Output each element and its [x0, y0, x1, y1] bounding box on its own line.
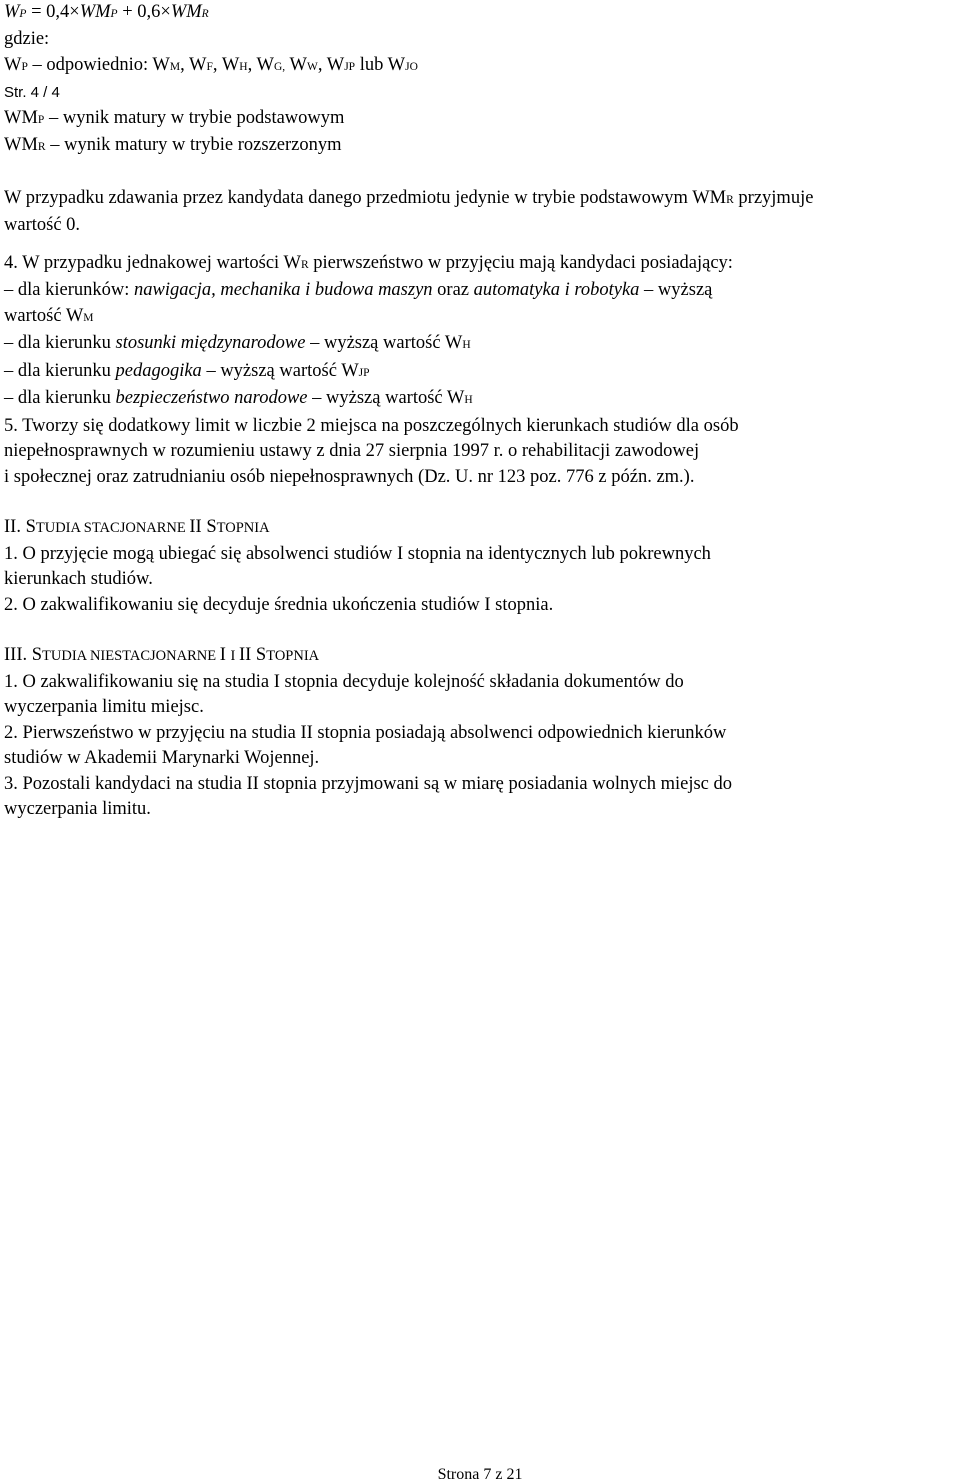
- section-3-heading: III. STUDIA NIESTACJONARNE I I II STOPNIA: [4, 645, 320, 665]
- item-5-line: niepełnosprawnych w rozumieniu ustawy z dnia 27 sierpnia 1997 r. o rehabilitacji zawodowej: [4, 441, 700, 461]
- section-3-line: wyczerpania limitu.: [4, 799, 151, 819]
- page-footer: Strona 7 z 21: [437, 1466, 523, 1483]
- section-2-heading: II. STUDIA STACJONARNE II STOPNIA: [4, 517, 270, 537]
- item-5-line: 5. Tworzy się dodatkowy limit w liczbie 2 miejsca na poszczególnych kierunkach studiów dla osób: [4, 415, 739, 436]
- item-4-rule-3: – dla kierunku pedagogika – wyższą wartość WJP: [4, 360, 370, 381]
- section-2-line: 1. O przyjęcie mogą ubiegać się absolwenci studiów I stopnia na identycznych lub pokrewnych: [4, 543, 711, 564]
- item-4-intro: 4. W przypadku jednakowej wartości WR pierwszeństwo w przyjęciu mają kandydaci posiadający:: [4, 252, 733, 273]
- section-2-line: 2. O zakwalifikowaniu się decyduje średnia ukończenia studiów I stopnia.: [4, 594, 554, 615]
- item-4-rule-2: – dla kierunku stosunki międzynarodowe – wyższą wartość WH: [4, 333, 471, 353]
- page-reference: Str. 4 / 4: [4, 84, 60, 101]
- item-4-rule-1: – dla kierunków: nawigacja, mechanika i budowa maszyn oraz automatyka i robotyka – wyższą: [4, 280, 713, 300]
- section-3-line: 2. Pierwszeństwo w przyjęciu na studia II stopnia posiadają absolwenci odpowiednich kierunków: [4, 722, 727, 743]
- item-4-rule-1-cont: wartość WM: [4, 305, 94, 326]
- item-4-rule-4: – dla kierunku bezpieczeństwo narodowe – wyższą wartość WH: [4, 388, 473, 408]
- definition-wmp: WMP – wynik matury w trybie podstawowym: [4, 107, 345, 128]
- item-5-line: i społecznej oraz zatrudnianiu osób niepełnosprawnych (Dz. U. nr 123 poz. 776 z późn. zm.).: [4, 466, 695, 487]
- basic-mode-paragraph-line2: wartość 0.: [4, 215, 81, 235]
- where-label: gdzie:: [4, 29, 50, 49]
- score-formula: WP = 0,4×WMP + 0,6×WMR: [4, 2, 209, 22]
- document-page: [4, 0, 956, 823]
- section-3-line: 3. Pozostali kandydaci na studia II stopnia przyjmowani są w miarę posiadania wolnych miejsc do: [4, 773, 733, 794]
- section-3-line: 1. O zakwalifikowaniu się na studia I stopnia decyduje kolejność składania dokumentów do: [4, 671, 684, 692]
- section-3-line: studiów w Akademii Marynarki Wojennej.: [4, 748, 320, 768]
- section-3-line: wyczerpania limitu miejsc.: [4, 697, 204, 717]
- wp-definition: WP – odpowiednio: WM, WF, WH, WG, WW, WJP lub WJO: [4, 54, 418, 75]
- basic-mode-paragraph-line1: W przypadku zdawania przez kandydata danego przedmiotu jedynie w trybie podstawowym WMR przyjmuje: [4, 187, 814, 208]
- definition-wmr: WMR – wynik matury w trybie rozszerzonym: [4, 135, 342, 155]
- section-2-line: kierunkach studiów.: [4, 569, 153, 589]
